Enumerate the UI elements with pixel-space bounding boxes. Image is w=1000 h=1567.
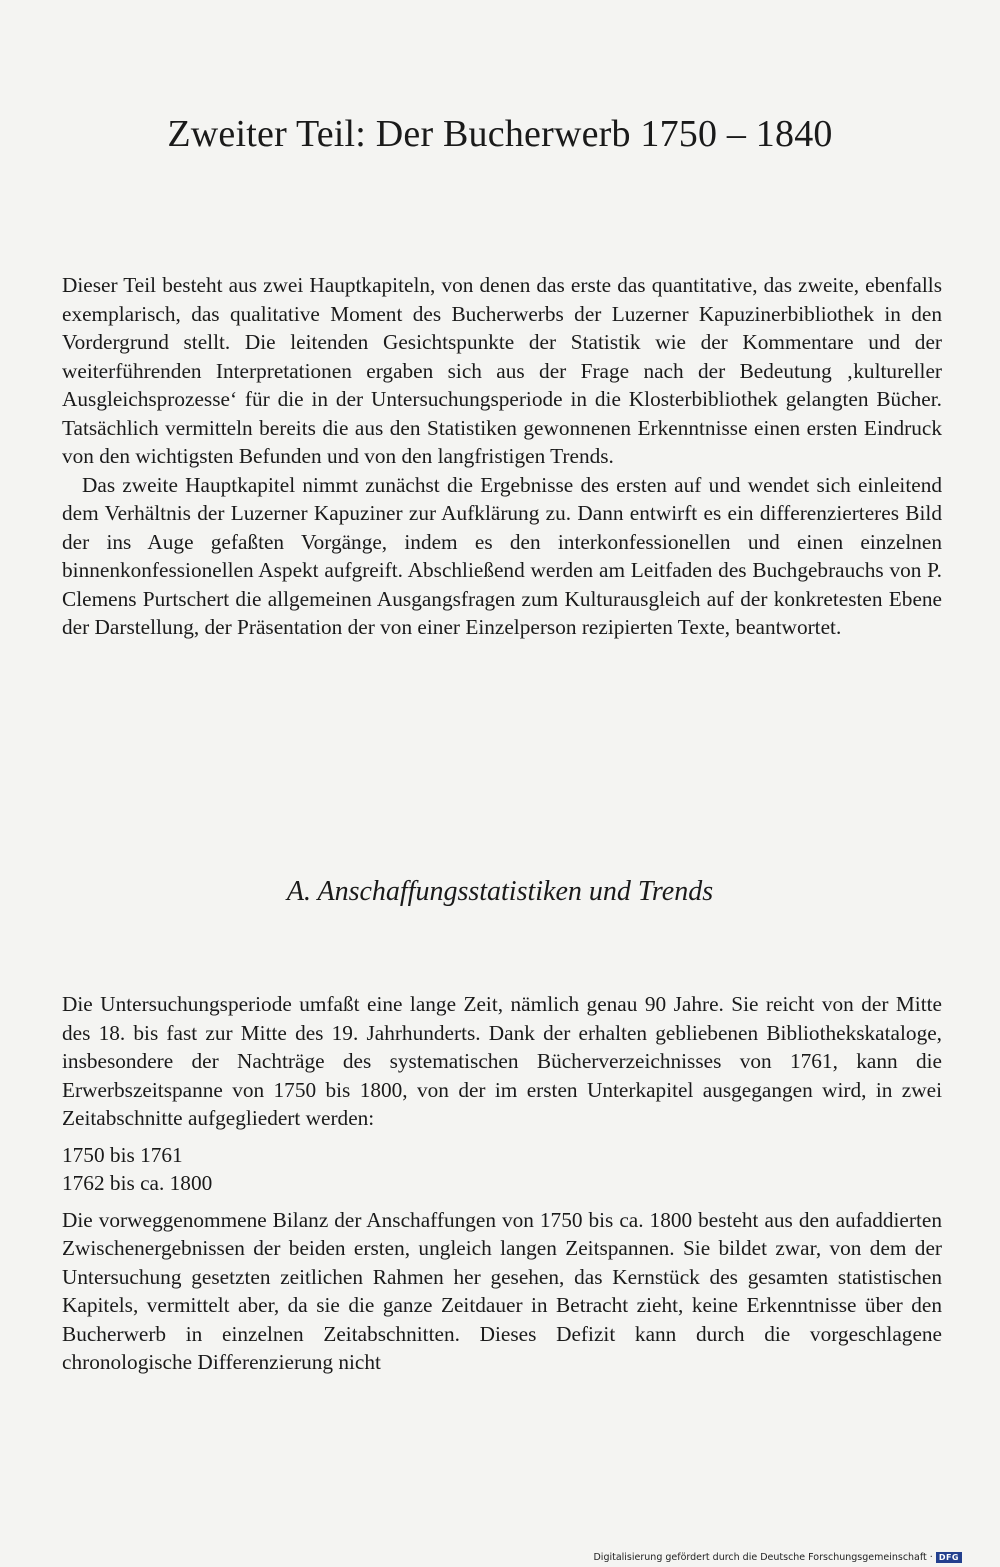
digitization-footer xyxy=(593,1552,962,1563)
period-item: 1762 bis ca. 1800 xyxy=(62,1171,213,1195)
section-heading: A. Anschaffungsstatistiken und Trends xyxy=(286,876,714,907)
intro-paragraph-2: Das zweite Hauptkapitel nimmt zunächst die Ergebnisse des ersten auf und wendet sich einleitend dem Verhältnis der Luzerner Kapuziner zur Aufklärung zu. Dann entwirft es ein differenzierteres Bild der ins Auge gefaßten Vorgänge, indem es den interkonfessionellen und einen einzelnen binnenkonfessionellen Aspekt aufgreift. Abschließend werden am Leitfaden des Buchgebrauchs von P. Clemens Purtschert die allgemeinen Ausgangsfragen zum Kulturausgleich auf der konkretesten Ebene der Darstellung, der Präsentation der von einer Einzelperson rezipierten Texte, beantwortet. xyxy=(62,472,942,639)
section-paragraph-2: Die vorweggenommene Bilanz der Anschaffungen von 1750 bis ca. 1800 besteht aus den aufaddierten Zwischenergebnissen der beiden ersten, ungleich langen Zeitspannen. Sie bildet zwar, von dem der Untersuchung gesetzten zeitlichen Rahmen her gesehen, das Kernstück des gesamten statistischen Kapitels, vermittelt aber, da sie die ganze Zeitdauer in Betracht zieht, keine Erkenntnisse über den Bucherwerb in einzelnen Zeitabschnitten. Dieses Defizit kann durch die vorgeschlagene chronologische Differenzierung nicht xyxy=(62,1207,942,1374)
chapter-title: Zweiter Teil: Der Bucherwerb 1750 – 1840 xyxy=(167,113,833,155)
period-list xyxy=(62,1141,942,1198)
intro-text xyxy=(62,271,942,642)
section-paragraph-1: Die Untersuchungsperiode umfaßt eine lange Zeit, nämlich genau 90 Jahre. Sie reicht von der Mitte des 18. bis fast zur Mitte des 19. Jahrhunderts. Dank der erhalten gebliebenen Bibliothekskataloge, insbesondere der Nachträge des systematischen Bücherverzeichnisses von 1761, kann die Erwerbszeitspanne von 1750 bis 1800, von der im ersten Unterkapitel ausgegangen wird, in zwei Zeitabschnitte aufgegliedert werden: xyxy=(62,992,942,1130)
section-text xyxy=(62,990,942,1377)
period-item: 1750 bis 1761 xyxy=(62,1142,183,1167)
dfg-logo-icon: DFG xyxy=(936,1552,962,1563)
intro-paragraph-1: Dieser Teil besteht aus zwei Hauptkapiteln, von denen das erste das quantitative, das zweite, ebenfalls exemplarisch, das qualitative Moment des Bucherwerbs der Luzerner Kapuzinerbibliothek in den Vordergrund stellt. Die leitenden Gesichtspunkte der Statistik wie der Kommentare und der weiterführenden Interpretationen ergaben sich aus der Frage nach der Bedeutung ‚kultureller Ausgleichsprozesse‘ für die in der Untersuchungsperiode in die Klosterbibliothek gelangten Bücher. Tatsächlich vermitteln bereits die aus den Statistiken gewonnenen Erkenntnisse einen ersten Eindruck von den wichtigsten Befunden und von den langfristigen Trends. xyxy=(62,273,942,468)
footer-text: Digitalisierung gefördert durch die Deutsche Forschungsgemeinschaft · xyxy=(593,1552,933,1563)
